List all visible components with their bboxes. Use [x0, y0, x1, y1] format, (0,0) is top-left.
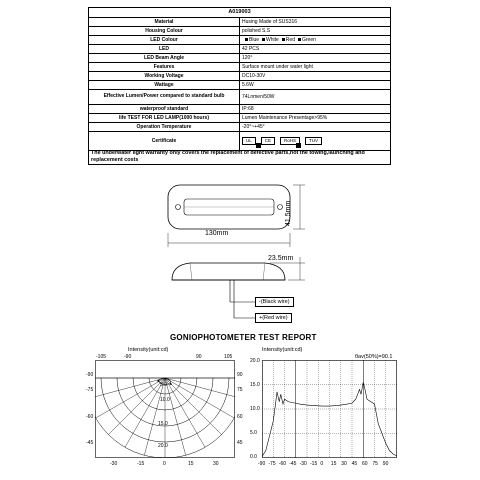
beam-angle-label: θav(50%)=90.1 — [355, 354, 393, 360]
spec-row — [89, 63, 391, 72]
cert-mark — [296, 143, 301, 148]
cert-badge: TUV — [305, 137, 322, 145]
spec-key: Material — [89, 18, 240, 27]
colour-swatch — [298, 38, 301, 41]
cert-badge: UL — [242, 137, 256, 145]
spec-row — [89, 54, 391, 63]
black-wire-label: -(Black wire) — [255, 297, 294, 307]
spec-value: polished S.S — [240, 27, 391, 36]
colour-option: Blue — [249, 36, 260, 43]
polar-ring-label: 10.0 — [160, 397, 170, 403]
polar-spoke — [96, 378, 165, 418]
colour-swatch — [262, 38, 265, 41]
polar-ring-label: 15.0 — [158, 421, 168, 427]
depth-label: 23.5mm — [268, 255, 294, 262]
intensity-chart — [262, 360, 397, 458]
screw-hole-right — [278, 205, 283, 210]
y-tick-label: 5.0 — [250, 430, 257, 436]
colour-option: Red — [285, 36, 295, 43]
polar-tick: -75 — [86, 387, 94, 393]
y-tick-label: 15.0 — [250, 382, 260, 388]
polar-ring-label: 5.0 — [160, 382, 167, 388]
spec-value: 74Lnmen/50W — [240, 90, 391, 105]
polar-ring-label: 20.0 — [158, 443, 168, 449]
spec-row — [89, 36, 391, 45]
spec-key: waterproof standard — [89, 105, 240, 114]
spec-value: 5.6W — [240, 81, 391, 90]
polar-tick: 75 — [237, 387, 243, 393]
polar-tick: 30 — [213, 461, 219, 467]
spec-key: Working Voltage — [89, 72, 240, 81]
spec-key: Housing Colour — [89, 27, 240, 36]
spec-key: Effective Lumen/Power compared to standard bulb — [89, 90, 240, 105]
spec-key: life TEST FOR LED LAMP(1000 hours) — [89, 114, 240, 123]
polar-spoke — [165, 378, 186, 455]
spec-value: 42 PCS — [240, 45, 391, 54]
spec-value: DC10-30V — [240, 72, 391, 81]
colour-swatch — [245, 38, 248, 41]
spec-row — [89, 123, 391, 132]
spec-row — [89, 81, 391, 90]
x-tick-label: 15 — [330, 461, 337, 467]
spec-row — [89, 90, 391, 105]
warranty-note: The underwater light warranty only covers the replacement of defective parts,not the towing,launching and replacement costs — [88, 149, 391, 165]
x-tick-label: -30 — [299, 461, 307, 467]
spec-row — [89, 132, 391, 151]
y-tick-label: 0.0 — [250, 454, 257, 460]
spec-row — [89, 27, 391, 36]
x-tick-label: -15 — [310, 461, 318, 467]
y-tick-label: 10.0 — [250, 406, 260, 412]
spec-key: Features — [89, 63, 240, 72]
red-wire-label: +(Red wire) — [255, 313, 292, 323]
spec-key: Operation Temperature — [89, 123, 240, 132]
polar-spoke — [108, 378, 165, 435]
polar-tick: 15 — [188, 461, 194, 467]
polar-spoke — [165, 378, 205, 447]
polar-spoke — [165, 378, 234, 418]
spec-key: LED — [89, 45, 240, 54]
intensity-caption: Intensity(unit:cd) — [262, 347, 303, 353]
polar-tick: 90 — [196, 354, 202, 360]
spec-row — [89, 45, 391, 54]
cert-mark — [256, 143, 261, 148]
spec-value: Husing Made of SUS316 — [240, 18, 391, 27]
colour-option: White — [266, 36, 279, 43]
polar-caption: Intensity(unit:cd) — [128, 347, 169, 353]
polar-tick: 45 — [237, 440, 243, 446]
x-tick-label: -60 — [278, 461, 287, 467]
x-tick-label: -90 — [258, 461, 266, 467]
polar-tick: -90 — [124, 354, 132, 360]
polar-tick: -60 — [86, 414, 94, 420]
y-tick-label: 20.0 — [250, 358, 260, 364]
spec-value: -20°~+45° — [240, 123, 391, 132]
x-tick-label: 45 — [351, 461, 358, 467]
x-tick-label: 90 — [382, 461, 389, 467]
spec-row — [89, 114, 391, 123]
intensity-series-line — [262, 382, 397, 456]
report-title: GONIOPHOTOMETER TEST REPORT — [170, 333, 317, 342]
spec-key: LED Beam Angle — [89, 54, 240, 63]
spec-row — [89, 18, 391, 27]
cert-badge: RoHS — [280, 137, 300, 145]
spec-value — [240, 36, 391, 45]
polar-tick: 60 — [237, 414, 243, 420]
polar-tick: -45 — [86, 440, 94, 446]
polar-tick: 90 — [237, 372, 243, 378]
screw-hole-left — [176, 205, 181, 210]
x-tick-label: 60 — [362, 461, 368, 467]
polar-spoke — [165, 378, 222, 435]
spec-value: Lumen Maintenance Presentage>95% — [240, 114, 391, 123]
colour-swatch — [282, 38, 285, 41]
colour-option: Green — [301, 36, 316, 43]
polar-tick: -90 — [86, 372, 94, 378]
spec-table — [88, 7, 391, 151]
polar-tick: -30 — [110, 461, 118, 467]
x-tick-label: 0 — [320, 461, 324, 467]
polar-tick: 105 — [224, 354, 233, 360]
spec-value: Surface mount under water light — [240, 63, 391, 72]
x-tick-label: -75 — [268, 461, 276, 467]
spec-row — [89, 72, 391, 81]
product-drawing — [160, 175, 330, 325]
height-label: 41.5mm — [285, 200, 292, 226]
spec-key: LED Colour — [89, 36, 240, 45]
spec-value: 120° — [240, 54, 391, 63]
spec-value — [240, 132, 391, 151]
light-side-view — [172, 263, 285, 280]
polar-tick: 0 — [163, 461, 166, 467]
polar-tick: -15 — [137, 461, 145, 467]
x-tick-label: 30 — [341, 461, 347, 467]
spec-key: Certificate — [89, 132, 240, 151]
spec-key: Wattage — [89, 81, 240, 90]
spec-row — [89, 105, 391, 114]
model-number: A019003 — [89, 8, 391, 18]
width-label: 130mm — [205, 230, 229, 237]
cert-badge: CE — [261, 137, 275, 145]
polar-tick: -105 — [96, 354, 107, 360]
x-tick-label: -45 — [289, 461, 297, 467]
polar-spoke — [125, 378, 165, 447]
spec-value: IP:68 — [240, 105, 391, 114]
x-tick-label: 75 — [372, 461, 378, 467]
